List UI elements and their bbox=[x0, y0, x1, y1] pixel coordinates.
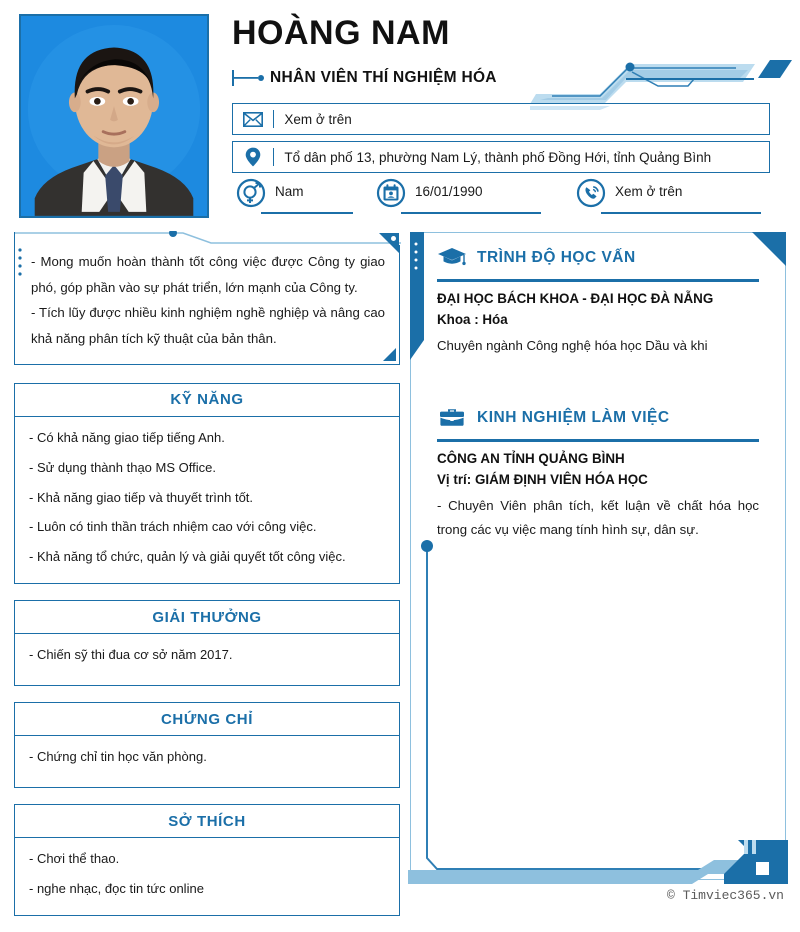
portrait-photo-icon bbox=[21, 16, 207, 216]
section-skills bbox=[14, 383, 400, 584]
section-awards-title: GIẢI THƯỞNG bbox=[152, 608, 262, 626]
section-certificates-header bbox=[14, 702, 400, 736]
section-experience-header bbox=[437, 405, 759, 439]
contact-address-row bbox=[232, 141, 770, 173]
experience-description: - Chuyên Viên phân tích, kết luận về chất hóa học trong các vụ việc mang tính hình sự, dân sự. bbox=[437, 497, 759, 538]
list-item: - Chơi thể thao. bbox=[29, 851, 120, 867]
section-skills-body bbox=[14, 417, 400, 584]
meta-info-row bbox=[236, 178, 776, 218]
section-education-title: TRÌNH ĐỘ HỌC VẤN bbox=[477, 249, 636, 266]
footer-decoration-graphic bbox=[408, 840, 788, 888]
location-pin-icon bbox=[233, 147, 273, 167]
section-certificates bbox=[14, 702, 400, 788]
dot-rail-icon bbox=[414, 241, 418, 275]
career-objective-line-1: - Mong muốn hoàn thành tốt công việc được Công ty giao phó, góp phần vào sự phát triển, lớn mạnh của Công ty. bbox=[31, 254, 385, 295]
section-education bbox=[437, 245, 759, 358]
list-item: - Khả năng giao tiếp và thuyết trình tốt. bbox=[29, 489, 254, 505]
section-hobbies-title: SỞ THÍCH bbox=[168, 812, 246, 830]
education-faculty: Khoa : Hóa bbox=[437, 311, 508, 327]
list-item: - Luôn có tinh thần trách nhiệm cao với công việc. bbox=[29, 519, 317, 535]
contact-address-value: Tổ dân phố 13, phường Nam Lý, thành phố Đồng Hới, tỉnh Quảng Bình bbox=[284, 149, 712, 165]
page-title: HOÀNG NAM bbox=[232, 14, 450, 52]
notch-decoration-icon bbox=[15, 231, 401, 245]
section-awards-body bbox=[14, 634, 400, 686]
list-item: - Có khả năng giao tiếp tiếng Anh. bbox=[29, 429, 225, 445]
footer-credit: © Timviec365.vn bbox=[666, 888, 784, 903]
section-hobbies-header bbox=[14, 804, 400, 838]
section-hobbies bbox=[14, 804, 400, 916]
section-skills-header bbox=[14, 383, 400, 417]
meta-phone-value: Xem ở trên bbox=[615, 184, 683, 199]
meta-dob bbox=[376, 178, 576, 218]
list-item: - Sử dụng thành thạo MS Office. bbox=[29, 459, 216, 475]
calendar-icon bbox=[376, 178, 406, 208]
section-awards-header bbox=[14, 600, 400, 634]
briefcase-icon bbox=[437, 405, 467, 431]
education-school: ĐẠI HỌC BÁCH KHOA - ĐẠI HỌC ĐÀ NẴNG bbox=[437, 290, 714, 306]
section-awards bbox=[14, 600, 400, 686]
section-certificates-body bbox=[14, 736, 400, 788]
underline bbox=[401, 212, 541, 214]
corner-triangle-icon bbox=[379, 233, 399, 253]
dot-rail-icon bbox=[18, 247, 22, 287]
job-title-row bbox=[232, 65, 497, 91]
phone-icon bbox=[576, 178, 606, 208]
contact-email-value: Xem ở trên bbox=[284, 111, 352, 127]
section-certificates-title: CHỨNG CHỈ bbox=[160, 710, 253, 728]
education-major: Chuyên ngành Công nghệ hóa học Dầu và khi bbox=[437, 337, 708, 353]
cv-header bbox=[0, 0, 800, 228]
list-item: - Chứng chỉ tin học văn phòng. bbox=[29, 749, 207, 765]
corner-triangle-bottom-icon bbox=[383, 348, 396, 361]
corner-dot-icon bbox=[391, 236, 396, 241]
experience-position: Vị trí: GIÁM ĐỊNH VIÊN HÓA HỌC bbox=[437, 471, 648, 487]
career-objective-line-2: - Tích lũy được nhiều kinh nghiệm nghề nghiệp và nâng cao khả năng phân tích kỹ thuật của bản thân. bbox=[31, 305, 385, 347]
career-objective-box bbox=[14, 232, 400, 365]
meta-gender bbox=[236, 178, 376, 218]
meta-dob-value: 16/01/1990 bbox=[415, 184, 483, 199]
graduation-cap-icon bbox=[437, 245, 467, 271]
arrow-marker-icon bbox=[232, 70, 266, 86]
gender-icon bbox=[236, 178, 266, 208]
meta-gender-value: Nam bbox=[275, 184, 304, 199]
underline bbox=[601, 212, 761, 214]
left-column bbox=[14, 232, 400, 932]
list-item: - nghe nhạc, đọc tin tức online bbox=[29, 881, 204, 896]
section-skills-title: KỸ NĂNG bbox=[170, 391, 244, 409]
job-title: NHÂN VIÊN THÍ NGHIỆM HÓA bbox=[270, 69, 497, 86]
underline bbox=[261, 212, 353, 214]
inner-rail-decoration-icon bbox=[421, 533, 787, 878]
section-hobbies-body bbox=[14, 838, 400, 916]
section-experience-title: KINH NGHIỆM LÀM VIỆC bbox=[477, 409, 670, 426]
meta-phone bbox=[576, 178, 776, 218]
list-item: - Chiến sỹ thi đua cơ sở năm 2017. bbox=[29, 647, 233, 663]
section-education-body bbox=[437, 282, 759, 358]
list-item: - Khả năng tổ chức, quản lý và giải quyết tốt công việc. bbox=[29, 549, 346, 565]
header-decoration-graphic bbox=[530, 48, 800, 110]
section-experience-body bbox=[437, 442, 759, 543]
contact-email-row bbox=[232, 103, 770, 135]
section-experience bbox=[437, 405, 759, 542]
experience-company: CÔNG AN TỈNH QUẢNG BÌNH bbox=[437, 450, 625, 466]
right-column bbox=[410, 232, 786, 880]
envelope-icon bbox=[233, 112, 273, 127]
avatar bbox=[19, 14, 209, 218]
section-education-header bbox=[437, 245, 759, 279]
